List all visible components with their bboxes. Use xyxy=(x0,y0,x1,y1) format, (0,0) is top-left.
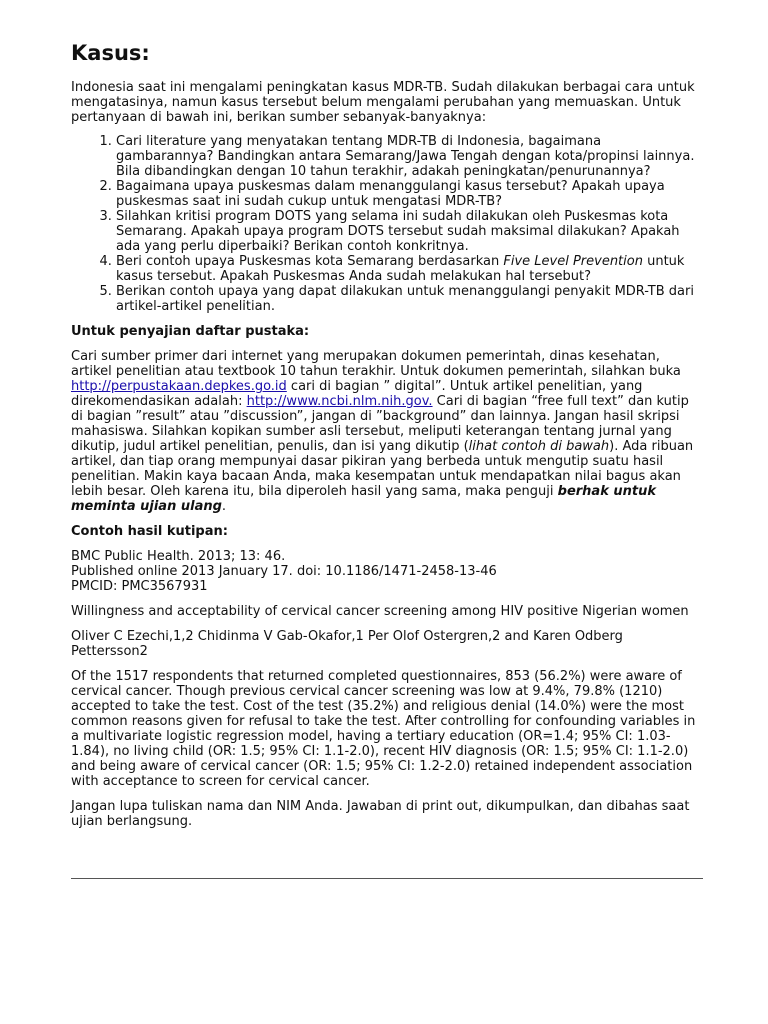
citation-doi: Published online 2013 January 17. doi: 10.1186/1471-2458-13-46 xyxy=(71,564,497,579)
page-title: Kasus: xyxy=(71,41,150,65)
emphasis-text: berhak untuk meminta ujian ulang xyxy=(71,484,656,514)
list-item: 1. Cari literature yang menyatakan tentang MDR-TB di Indonesia, bagaimana gambarannya? Bandingkan antara Semarang/Jawa Tengah dengan kota/propinsi lainnya. Bila dibandingkan dengan 10 tahun terakhir, adakah peningkatan/penurunannya? xyxy=(116,134,702,179)
body-text: Cari di bagian “free full text” dan kutip di bagian ”result” atau ”discussion”, jangan di ”background” dan lainnya. Jangan hasil skripsi mahasiswa. Silahkan kopikan sumber asli tersebut, meliputi keterangan tentang jurnal yang dikutip, judul artikel penelitian, penulis, dan isi yang dikutip ( xyxy=(71,394,689,454)
ncbi-link[interactable]: http://www.ncbi.nlm.nih.gov. xyxy=(246,394,433,409)
divider xyxy=(71,878,703,879)
body-text: Cari sumber primer dari internet yang merupakan dokumen pemerintah, dinas kesehatan, artikel penelitian atau textbook 10 tahun terakhir. Untuk dokumen pemerintah, silahkan buka xyxy=(71,349,681,379)
list-item xyxy=(116,254,702,284)
citation-heading: Contoh hasil kutipan: xyxy=(71,524,228,539)
depkes-link[interactable]: http://perpustakaan.depkes.go.id xyxy=(71,379,287,394)
body-text: ). Ada ribuan artikel, dan tiap orang mempunyai dasar pikiran yang berbeda untuk mengutip suatu hasil penelitian. Makin kaya bacaan Anda, maka kesempatan untuk mendapatkan nilai bagus akan lebih besar. Oleh karena itu, bila diperoleh hasil yang sama, maka penguji xyxy=(71,439,694,499)
intro-paragraph: Indonesia saat ini mengalami peningkatan kasus MDR-TB. Sudah dilakukan berbagai cara untuk mengatasinya, namun kasus tersebut belum mengalami perubahan yang memuaskan. Untuk pertanyaan di bawah ini, berikan sumber sebanyak-banyaknya: xyxy=(71,80,695,125)
question-list xyxy=(71,134,702,314)
question-emphasis: Five Level Prevention xyxy=(503,254,643,269)
bibliography-heading: Untuk penyajian daftar pustaka: xyxy=(71,324,310,339)
question-text: Beri contoh upaya Puskesmas kota Semarang berdasarkan xyxy=(116,254,504,269)
article-title: Willingness and acceptability of cervical cancer screening among HIV positive Nigerian women xyxy=(71,604,689,619)
citation-journal: BMC Public Health. 2013; 13: 46. xyxy=(71,549,286,564)
list-item: 2. Bagaimana upaya puskesmas dalam menanggulangi kasus tersebut? Apakah upaya puskesmas saat ini sudah cukup untuk mengatasi MDR-TB? xyxy=(116,179,702,209)
list-item: 5. Berikan contoh upaya yang dapat dilakukan untuk menanggulangi penyakit MDR-TB dari artikel-artikel penelitian. xyxy=(116,284,702,314)
body-text: cari di bagian ” digital”. Untuk artikel penelitian, yang direkomendasikan adalah: xyxy=(71,379,643,409)
citation-source xyxy=(71,549,702,594)
italic-note: lihat contoh di bawah xyxy=(468,439,610,454)
body-text: . xyxy=(221,499,227,514)
bibliography-paragraph xyxy=(71,349,702,514)
citation-pmcid: PMCID: PMC3567931 xyxy=(71,579,208,594)
closing-note: Jangan lupa tuliskan nama dan NIM Anda. Jawaban di print out, dikumpulkan, dan dibahas saat ujian berlangsung. xyxy=(71,799,690,829)
article-authors: Oliver C Ezechi,1,2 Chidinma V Gab-Okafor,1 Per Olof Ostergren,2 and Karen Odberg Pettersson2 xyxy=(71,629,623,659)
question-text: untuk kasus tersebut. Apakah Puskesmas Anda sudah melakukan hal tersebut? xyxy=(116,254,685,284)
article-abstract: Of the 1517 respondents that returned completed questionnaires, 853 (56.2%) were aware of cervical cancer. Though previous cervical cancer screening was low at 9.4%, 79.8% (1210) accepted to take the test. Cost of the test (35.2%) and religious denial (14.0%) were the most common reasons given for refusal to take the test. After controlling for confounding variables in a multivariate logistic regression model, having a tertiary education (OR=1.4; 95% CI: 1.03-1.84), no living child (OR: 1.5; 95% CI: 1.1-2.0), recent HIV diagnosis (OR: 1.5; 95% CI: 1.1-2.0) and being aware of cervical cancer (OR: 1.5; 95% CI: 1.2-2.0) retained independent association with acceptance to screen for cervical cancer. xyxy=(71,669,696,789)
list-item: 3. Silahkan kritisi program DOTS yang selama ini sudah dilakukan oleh Puskesmas kota Semarang. Apakah upaya program DOTS tersebut sudah maksimal dilakukan? Apakah ada yang perlu diperbaiki? Berikan contoh konkritnya. xyxy=(116,209,702,254)
